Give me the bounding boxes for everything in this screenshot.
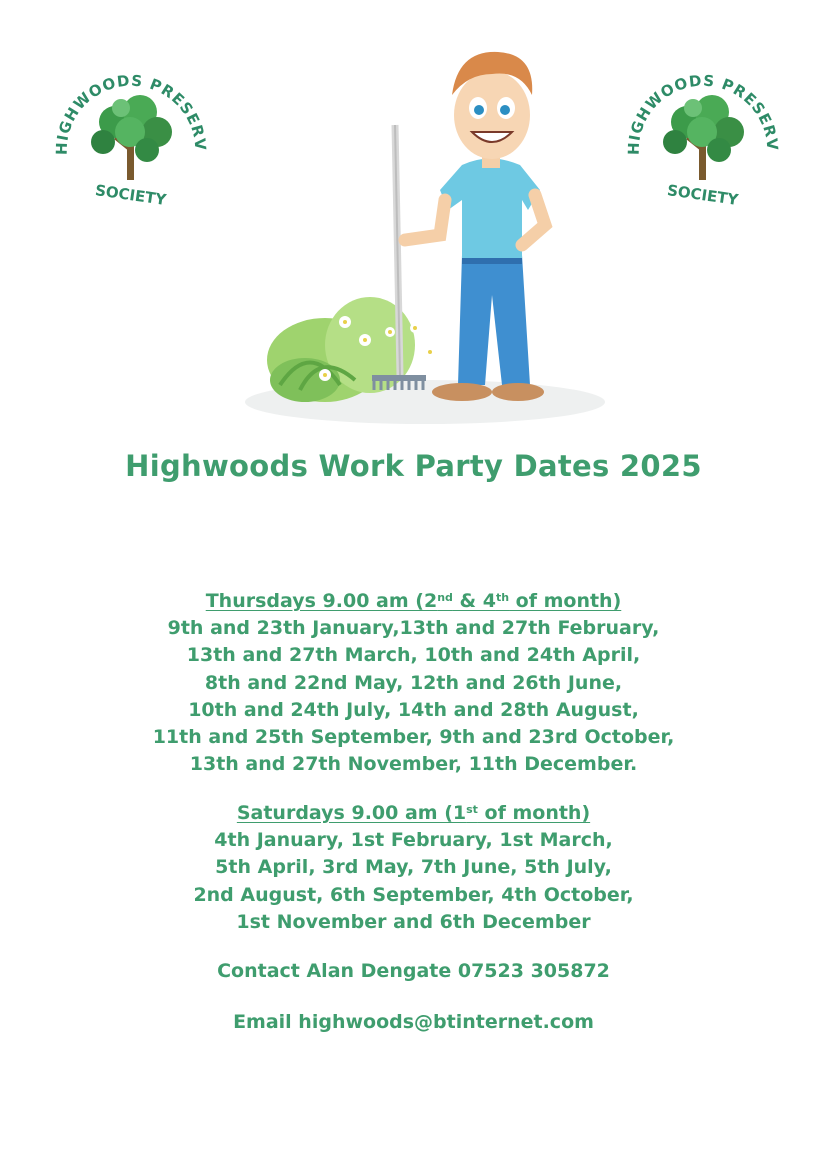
date-line: 4th January, 1st February, 1st March, (214, 829, 613, 851)
date-line: 10th and 24th July, 14th and 28th August, (188, 698, 639, 721)
tree-icon (91, 95, 172, 180)
society-logo-left (45, 50, 215, 220)
logo-top-text: HIGHWOODS PRESERV (52, 71, 210, 156)
society-logo-right (617, 50, 787, 220)
date-line: 2nd August, 6th September, 4th October, (193, 883, 634, 906)
logo-bottom-text: SOCIETY (94, 181, 168, 209)
saturdays-section (0, 800, 827, 936)
date-line: 13th and 27th March, 10th and 24th April, (186, 644, 641, 667)
contact-line: Contact Alan Dengate 07523 305872 (217, 960, 610, 982)
logo-top-text: HIGHWOODS PRESERV (624, 71, 782, 156)
page-title: Highwoods Work Party Dates 2025 (125, 449, 702, 483)
email-line: Email highwoods@btinternet.com (233, 1011, 594, 1033)
thursdays-heading: Thursdays 9.00 am (2nd & 4th of month) (205, 590, 622, 612)
saturdays-heading: Saturdays 9.00 am (1st of month) (236, 802, 591, 824)
gardener-illustration (240, 40, 620, 435)
logo-bottom-text: SOCIETY (666, 181, 740, 209)
date-line: 1st November and 6th December (236, 910, 591, 933)
date-line: 9th and 23th January,13th and 27th February, (167, 617, 660, 639)
tree-icon (663, 95, 744, 180)
date-line: 13th and 27th November, 11th December. (189, 753, 638, 776)
date-line: 5th April, 3rd May, 7th June, 5th July, (215, 856, 612, 879)
date-line: 11th and 25th September, 9th and 23rd October, (152, 726, 675, 749)
thursdays-section (0, 588, 827, 779)
date-line: 8th and 22nd May, 12th and 26th June, (204, 671, 623, 694)
